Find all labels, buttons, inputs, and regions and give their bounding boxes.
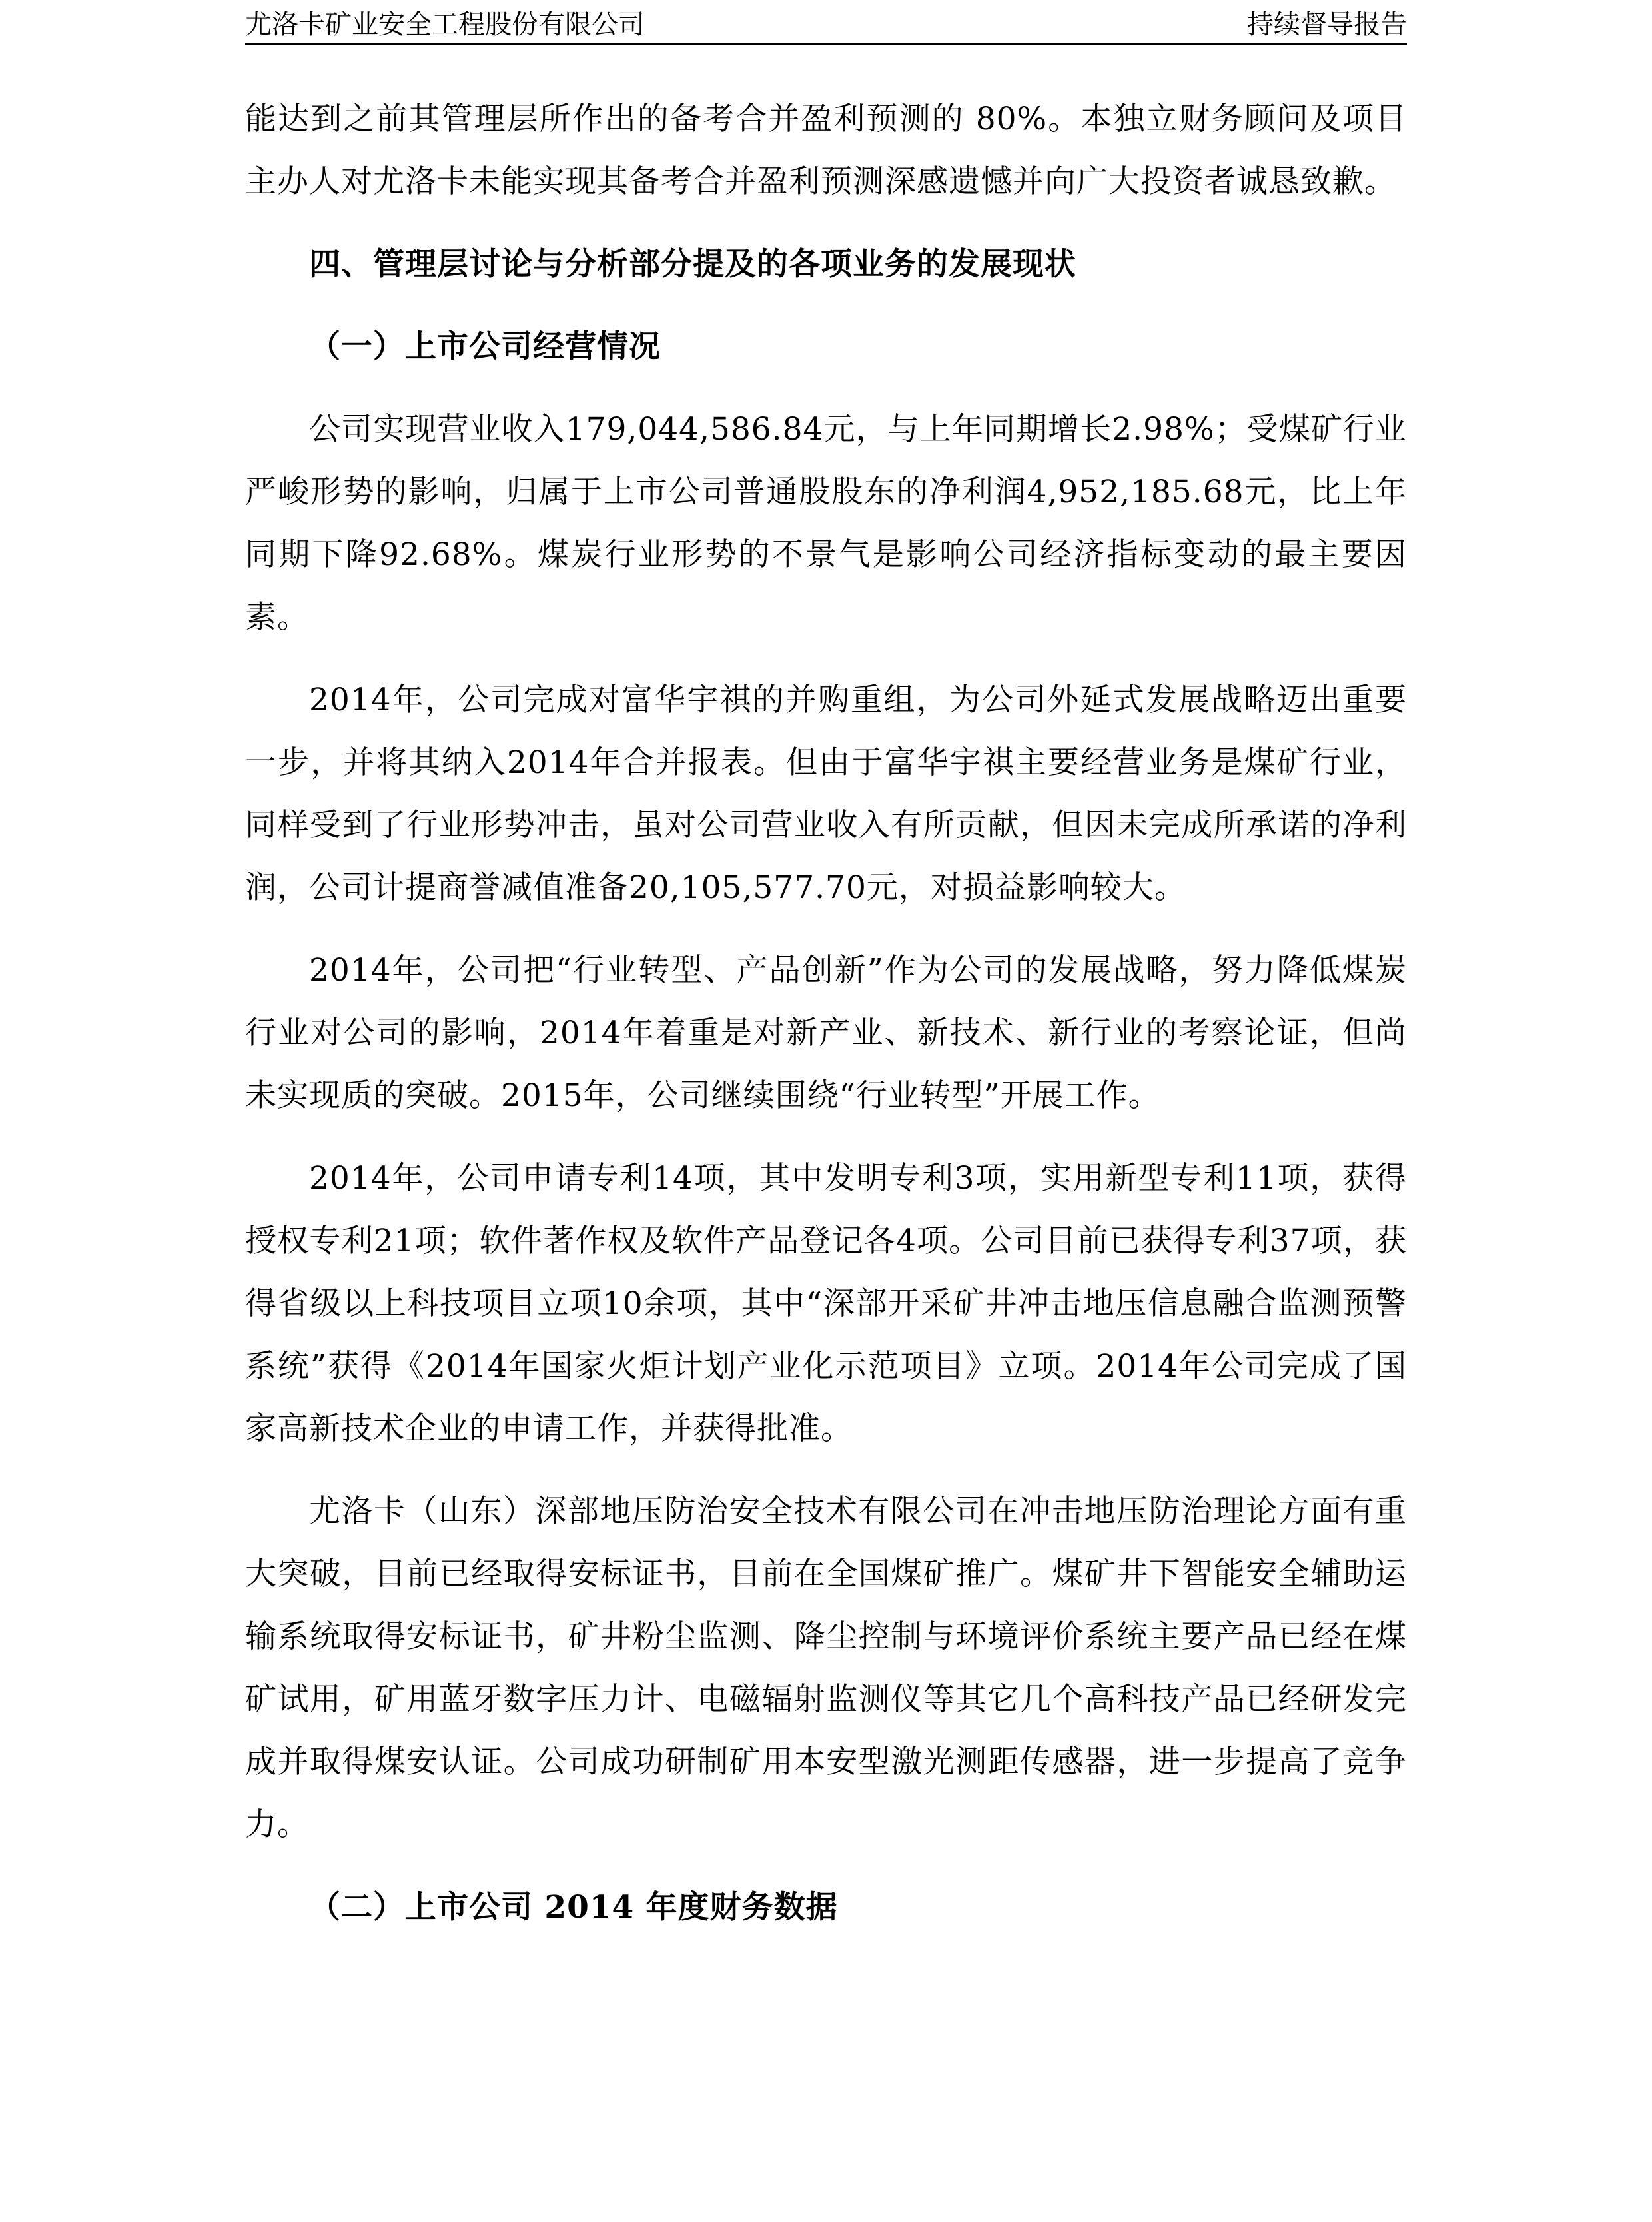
paragraph-revenue: 公司实现营业收入179,044,586.84元，与上年同期增长2.98%；受煤矿行业严峻形势的影响，归属于上市公司普通股股东的净利润4,952,185.68元，比上年同期下降92.68%。煤炭行业形势的不景气是影响公司经济指标变动的最主要因素。 <box>245 411 1407 636</box>
header-document-type: 持续督导报告 <box>1247 9 1407 40</box>
paragraph-patents: 2014年，公司申请专利14项，其中发明专利3项，实用新型专利11项，获得授权专利21项；软件著作权及软件产品登记各4项。公司目前已获得专利37项，获得省级以上科技项目立项10余项，其中“深部开采矿井冲击地压信息融合监测预警系统”获得《2014年国家火炬计划产业化示范项目》立项。2014年公司完成了国家高新技术企业的申请工作，并获得批准。 <box>245 1160 1407 1447</box>
header-company-name: 尤洛卡矿业安全工程股份有限公司 <box>245 9 645 40</box>
section-heading: 四、管理层讨论与分析部分提及的各项业务的发展现状 <box>309 246 1076 282</box>
page-header <box>245 7 1407 45</box>
paragraph-continuation: 能达到之前其管理层所作出的备考合并盈利预测的 80%。本独立财务顾问及项目主办人对尤洛卡未能实现其备考合并盈利预测深感遗憾并向广大投资者诚恳致歉。 <box>245 101 1407 200</box>
paragraph-strategy: 2014年，公司把“行业转型、产品创新”作为公司的发展战略，努力降低煤炭行业对公司的影响，2014年着重是对新产业、新技术、新行业的考察论证，但尚未实现质的突破。2015年，公司继续围绕“行业转型”开展工作。 <box>245 952 1407 1114</box>
subsection-heading-operations: （一）上市公司经营情况 <box>309 328 661 365</box>
paragraph-subsidiary: 尤洛卡（山东）深部地压防治安全技术有限公司在冲击地压防治理论方面有重大突破，目前已经取得安标证书，目前在全国煤矿推广。煤矿井下智能安全辅助运输系统取得安标证书，矿井粉尘监测、降尘控制与环境评价系统主要产品已经在煤矿试用，矿用蓝牙数字压力计、电磁辐射监测仪等其它几个高科技产品已经研发完成并取得煤安认证。公司成功研制矿用本安型激光测距传感器，进一步提高了竞争力。 <box>245 1493 1407 1843</box>
document-body <box>245 88 1407 1959</box>
subsection-heading-financials: （二）上市公司 2014 年度财务数据 <box>309 1889 838 1926</box>
paragraph-acquisition: 2014年，公司完成对富华宇祺的并购重组，为公司外延式发展战略迈出重要一步，并将其纳入2014年合并报表。但由于富华宇祺主要经营业务是煤矿行业，同样受到了行业形势冲击，虽对公司营业收入有所贡献，但因未完成所承诺的净利润，公司计提商誉减值准备20,105,577.70元，对损益影响较大。 <box>245 682 1407 906</box>
